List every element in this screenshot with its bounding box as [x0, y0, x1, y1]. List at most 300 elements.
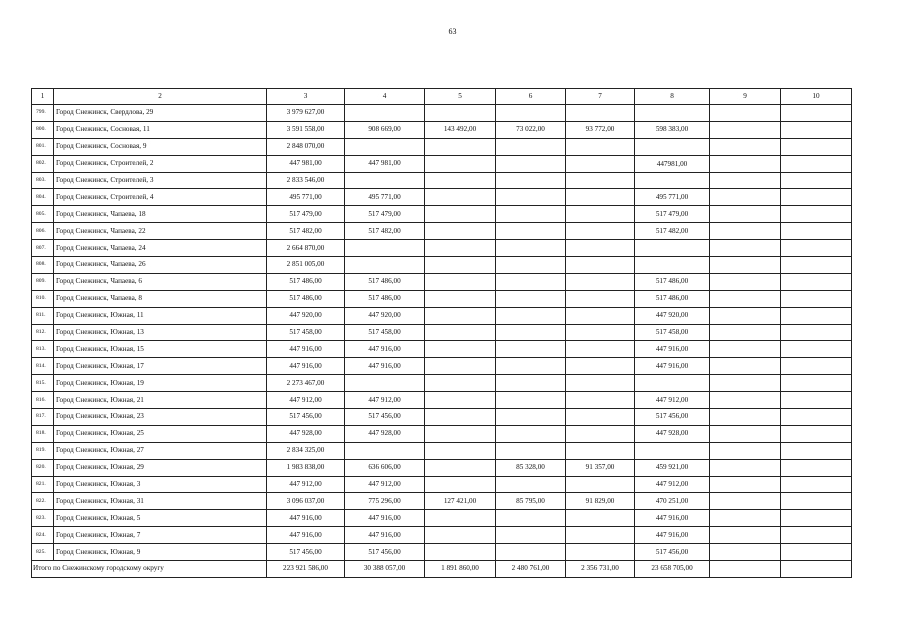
value-col3: 2 848 070,00	[267, 138, 345, 155]
header-row	[32, 89, 852, 105]
table-row	[32, 527, 852, 544]
total-c5: 1 891 860,00	[425, 561, 496, 578]
value-col5	[425, 510, 496, 527]
value-col10	[781, 273, 852, 290]
value-col3: 495 771,00	[267, 189, 345, 206]
address-cell: Город Снежинск, Чапаева, 26	[54, 257, 267, 274]
value-col9	[710, 358, 781, 375]
address-cell: Город Снежинск, Южная, 15	[54, 341, 267, 358]
value-col5	[425, 358, 496, 375]
value-col8: 517 456,00	[635, 544, 710, 561]
value-col9	[710, 155, 781, 172]
address-cell: Город Снежинск, Южная, 31	[54, 493, 267, 510]
value-col6	[496, 240, 566, 257]
row-number: 821.	[32, 476, 54, 493]
value-col5	[425, 257, 496, 274]
value-col7	[566, 409, 635, 426]
table-row	[32, 392, 852, 409]
address-cell: Город Снежинск, Сосновая, 11	[54, 121, 267, 138]
value-col10	[781, 172, 852, 189]
value-col9	[710, 172, 781, 189]
value-col5	[425, 544, 496, 561]
value-col4: 517 486,00	[345, 273, 425, 290]
value-col10	[781, 459, 852, 476]
column-header: 8	[635, 89, 710, 105]
value-col4: 447 981,00	[345, 155, 425, 172]
address-cell: Город Снежинск, Южная, 9	[54, 544, 267, 561]
value-col5	[425, 527, 496, 544]
value-col6	[496, 425, 566, 442]
value-col10	[781, 290, 852, 307]
value-col5	[425, 206, 496, 223]
column-header: 9	[710, 89, 781, 105]
row-number: 820.	[32, 459, 54, 476]
table-row	[32, 240, 852, 257]
value-col3: 3 979 627,00	[267, 105, 345, 122]
table-row	[32, 172, 852, 189]
address-cell: Город Снежинск, Южная, 21	[54, 392, 267, 409]
row-number: 812.	[32, 324, 54, 341]
column-header: 3	[267, 89, 345, 105]
value-col8: 517 486,00	[635, 290, 710, 307]
column-header: 5	[425, 89, 496, 105]
value-col7	[566, 240, 635, 257]
row-number: 818.	[32, 425, 54, 442]
value-col6	[496, 138, 566, 155]
total-c6: 2 480 761,00	[496, 561, 566, 578]
value-col3: 447 916,00	[267, 358, 345, 375]
value-col9	[710, 442, 781, 459]
column-header: 6	[496, 89, 566, 105]
row-number: 811.	[32, 307, 54, 324]
value-col10	[781, 341, 852, 358]
address-cell: Город Снежинск, Чапаева, 18	[54, 206, 267, 223]
address-cell: Город Снежинск, Южная, 3	[54, 476, 267, 493]
value-col4: 447 916,00	[345, 341, 425, 358]
value-col9	[710, 544, 781, 561]
table-row	[32, 223, 852, 240]
value-col9	[710, 493, 781, 510]
row-number: 824.	[32, 527, 54, 544]
address-cell: Город Снежинск, Южная, 29	[54, 459, 267, 476]
value-col6	[496, 476, 566, 493]
value-col8	[635, 138, 710, 155]
table-row	[32, 121, 852, 138]
value-col5	[425, 138, 496, 155]
value-col10	[781, 155, 852, 172]
value-col4: 495 771,00	[345, 189, 425, 206]
value-col10	[781, 189, 852, 206]
value-col6	[496, 223, 566, 240]
value-col4: 447 916,00	[345, 358, 425, 375]
value-col4: 775 296,00	[345, 493, 425, 510]
value-col6	[496, 155, 566, 172]
value-col7	[566, 358, 635, 375]
value-col9	[710, 476, 781, 493]
total-label: Итого по Снежинскому городскому округу	[32, 561, 267, 578]
row-number: 800.	[32, 121, 54, 138]
value-col10	[781, 206, 852, 223]
value-col4: 517 458,00	[345, 324, 425, 341]
value-col6	[496, 257, 566, 274]
value-col4	[345, 375, 425, 392]
value-col7	[566, 527, 635, 544]
value-col3: 3 096 037,00	[267, 493, 345, 510]
row-number: 815.	[32, 375, 54, 392]
value-col5: 127 421,00	[425, 493, 496, 510]
address-cell: Город Снежинск, Чапаева, 22	[54, 223, 267, 240]
address-cell: Город Снежинск, Свердлова, 29	[54, 105, 267, 122]
value-col4: 517 479,00	[345, 206, 425, 223]
value-col8	[635, 442, 710, 459]
address-cell: Город Снежинск, Южная, 7	[54, 527, 267, 544]
value-col3: 447 916,00	[267, 341, 345, 358]
column-header: 1	[32, 89, 54, 105]
value-col8: 517 479,00	[635, 206, 710, 223]
value-col7	[566, 544, 635, 561]
value-col4: 447 916,00	[345, 527, 425, 544]
row-number: 799.	[32, 105, 54, 122]
address-cell: Город Снежинск, Чапаева, 8	[54, 290, 267, 307]
value-col9	[710, 121, 781, 138]
value-col9	[710, 257, 781, 274]
value-col5	[425, 341, 496, 358]
value-col3: 1 983 838,00	[267, 459, 345, 476]
value-col3: 3 591 558,00	[267, 121, 345, 138]
value-col9	[710, 307, 781, 324]
value-col3: 2 273 467,00	[267, 375, 345, 392]
value-col10	[781, 138, 852, 155]
value-col9	[710, 425, 781, 442]
value-col9	[710, 290, 781, 307]
value-col6	[496, 273, 566, 290]
value-col6: 85 795,00	[496, 493, 566, 510]
value-col9	[710, 206, 781, 223]
value-col8	[635, 172, 710, 189]
value-col9	[710, 409, 781, 426]
value-col7	[566, 392, 635, 409]
value-col10	[781, 358, 852, 375]
value-col6	[496, 409, 566, 426]
value-col3: 517 479,00	[267, 206, 345, 223]
value-col7	[566, 257, 635, 274]
value-col6: 85 328,00	[496, 459, 566, 476]
value-col10	[781, 409, 852, 426]
value-col8: 517 456,00	[635, 409, 710, 426]
value-col5	[425, 476, 496, 493]
value-col5: 143 492,00	[425, 121, 496, 138]
value-col10	[781, 493, 852, 510]
value-col7	[566, 172, 635, 189]
value-col4	[345, 257, 425, 274]
value-col9	[710, 223, 781, 240]
value-col3: 447 928,00	[267, 425, 345, 442]
value-col7	[566, 510, 635, 527]
value-col6	[496, 527, 566, 544]
value-col9	[710, 138, 781, 155]
value-col5	[425, 105, 496, 122]
value-col9	[710, 459, 781, 476]
value-col5	[425, 273, 496, 290]
table-row	[32, 273, 852, 290]
value-col3: 517 486,00	[267, 290, 345, 307]
value-col8	[635, 240, 710, 257]
address-cell: Город Снежинск, Южная, 23	[54, 409, 267, 426]
value-col3: 447 916,00	[267, 527, 345, 544]
row-number: 807.	[32, 240, 54, 257]
table-row	[32, 493, 852, 510]
value-col3: 447 912,00	[267, 392, 345, 409]
value-col5	[425, 189, 496, 206]
value-col3: 517 456,00	[267, 409, 345, 426]
value-col9	[710, 105, 781, 122]
value-col6	[496, 105, 566, 122]
value-col5	[425, 155, 496, 172]
page-number: 63	[448, 27, 457, 36]
table-row	[32, 324, 852, 341]
value-col7	[566, 290, 635, 307]
value-col3: 2 664 870,00	[267, 240, 345, 257]
row-number: 808.	[32, 257, 54, 274]
value-col7: 93 772,00	[566, 121, 635, 138]
value-col3: 447 920,00	[267, 307, 345, 324]
row-number: 803.	[32, 172, 54, 189]
value-col5	[425, 425, 496, 442]
row-number: 823.	[32, 510, 54, 527]
value-col3: 447 981,00	[267, 155, 345, 172]
value-col4: 447 920,00	[345, 307, 425, 324]
value-col5	[425, 442, 496, 459]
value-col8: 447 928,00	[635, 425, 710, 442]
value-col10	[781, 510, 852, 527]
total-c4: 30 388 057,00	[345, 561, 425, 578]
value-col10	[781, 105, 852, 122]
value-col8: 447 916,00	[635, 527, 710, 544]
total-c9	[710, 561, 781, 578]
value-col10	[781, 121, 852, 138]
value-col7	[566, 138, 635, 155]
address-cell: Город Снежинск, Сосновая, 9	[54, 138, 267, 155]
table-body	[32, 89, 852, 578]
address-cell: Город Снежинск, Строителей, 2	[54, 155, 267, 172]
value-col4: 447 928,00	[345, 425, 425, 442]
value-col10	[781, 544, 852, 561]
value-col10	[781, 442, 852, 459]
table-row	[32, 544, 852, 561]
total-c3: 223 921 586,00	[267, 561, 345, 578]
value-col4: 447 912,00	[345, 392, 425, 409]
value-col10	[781, 240, 852, 257]
value-col3: 517 486,00	[267, 273, 345, 290]
value-col9	[710, 189, 781, 206]
table-row	[32, 206, 852, 223]
value-col8	[635, 105, 710, 122]
value-col8: 447 916,00	[635, 358, 710, 375]
row-number: 814.	[32, 358, 54, 375]
address-cell: Город Снежинск, Южная, 11	[54, 307, 267, 324]
row-number: 810.	[32, 290, 54, 307]
row-number: 813.	[32, 341, 54, 358]
value-col7	[566, 442, 635, 459]
table-row	[32, 459, 852, 476]
value-col4	[345, 240, 425, 257]
value-col7	[566, 206, 635, 223]
value-col10	[781, 307, 852, 324]
row-number: 817.	[32, 409, 54, 426]
value-col5	[425, 324, 496, 341]
value-col9	[710, 527, 781, 544]
value-col6	[496, 189, 566, 206]
value-col4	[345, 105, 425, 122]
value-col10	[781, 392, 852, 409]
value-col4: 517 482,00	[345, 223, 425, 240]
value-col5	[425, 290, 496, 307]
value-col9	[710, 273, 781, 290]
value-col3: 447 916,00	[267, 510, 345, 527]
value-col7	[566, 324, 635, 341]
value-col10	[781, 476, 852, 493]
address-cell: Город Снежинск, Южная, 27	[54, 442, 267, 459]
value-col8: 470 251,00	[635, 493, 710, 510]
value-col7	[566, 476, 635, 493]
value-col3: 447 912,00	[267, 476, 345, 493]
value-col8: 517 458,00	[635, 324, 710, 341]
value-col4	[345, 172, 425, 189]
value-col4: 517 456,00	[345, 409, 425, 426]
value-col8: 447 916,00	[635, 341, 710, 358]
address-cell: Город Снежинск, Южная, 17	[54, 358, 267, 375]
address-cell: Город Снежинск, Южная, 25	[54, 425, 267, 442]
value-col5	[425, 459, 496, 476]
total-c8: 23 658 705,00	[635, 561, 710, 578]
value-col7	[566, 273, 635, 290]
value-col8	[635, 257, 710, 274]
value-col10	[781, 527, 852, 544]
value-col8: 517 482,00	[635, 223, 710, 240]
value-col4: 517 486,00	[345, 290, 425, 307]
value-col6	[496, 442, 566, 459]
value-col8: 447 912,00	[635, 476, 710, 493]
value-col4: 447 912,00	[345, 476, 425, 493]
value-col4: 908 669,00	[345, 121, 425, 138]
value-col7: 91 357,00	[566, 459, 635, 476]
value-col9	[710, 375, 781, 392]
value-col8: 447 920,00	[635, 307, 710, 324]
value-col4: 636 606,00	[345, 459, 425, 476]
value-col6	[496, 392, 566, 409]
value-col4	[345, 138, 425, 155]
value-col10	[781, 324, 852, 341]
value-col5	[425, 375, 496, 392]
value-col5	[425, 240, 496, 257]
value-col4	[345, 442, 425, 459]
value-col3: 517 456,00	[267, 544, 345, 561]
row-number: 802.	[32, 155, 54, 172]
value-col10	[781, 425, 852, 442]
address-cell: Город Снежинск, Южная, 5	[54, 510, 267, 527]
address-cell: Город Снежинск, Южная, 19	[54, 375, 267, 392]
value-col6: 73 022,00	[496, 121, 566, 138]
value-col7	[566, 425, 635, 442]
value-col4: 517 456,00	[345, 544, 425, 561]
row-number: 816.	[32, 392, 54, 409]
table-row	[32, 290, 852, 307]
value-col8: 447 912,00	[635, 392, 710, 409]
table-row	[32, 375, 852, 392]
address-cell: Город Снежинск, Чапаева, 24	[54, 240, 267, 257]
value-col8: 459 921,00	[635, 459, 710, 476]
value-col6	[496, 510, 566, 527]
table-row	[32, 442, 852, 459]
table-row	[32, 189, 852, 206]
table-row	[32, 476, 852, 493]
value-col6	[496, 341, 566, 358]
row-number: 801.	[32, 138, 54, 155]
value-col9	[710, 240, 781, 257]
register-table	[31, 88, 852, 578]
value-col7	[566, 307, 635, 324]
value-col5	[425, 172, 496, 189]
address-cell: Город Снежинск, Чапаева, 6	[54, 273, 267, 290]
column-header: 4	[345, 89, 425, 105]
table-row	[32, 155, 852, 172]
value-col5	[425, 223, 496, 240]
value-col7	[566, 341, 635, 358]
value-col8: 447981,00	[635, 155, 710, 172]
table-row	[32, 341, 852, 358]
value-col3: 517 458,00	[267, 324, 345, 341]
value-col5	[425, 409, 496, 426]
value-col9	[710, 392, 781, 409]
value-col10	[781, 223, 852, 240]
column-header: 10	[781, 89, 852, 105]
value-col5	[425, 307, 496, 324]
value-col7	[566, 223, 635, 240]
table-row	[32, 105, 852, 122]
value-col6	[496, 172, 566, 189]
total-c7: 2 356 731,00	[566, 561, 635, 578]
value-col9	[710, 510, 781, 527]
value-col6	[496, 307, 566, 324]
column-header: 2	[54, 89, 267, 105]
value-col6	[496, 324, 566, 341]
value-col8: 517 486,00	[635, 273, 710, 290]
value-col10	[781, 257, 852, 274]
value-col6	[496, 290, 566, 307]
table-row	[32, 358, 852, 375]
table-row	[32, 409, 852, 426]
value-col5	[425, 392, 496, 409]
value-col3: 2 833 546,00	[267, 172, 345, 189]
value-col4: 447 916,00	[345, 510, 425, 527]
value-col6	[496, 375, 566, 392]
value-col7	[566, 189, 635, 206]
address-cell: Город Снежинск, Строителей, 3	[54, 172, 267, 189]
row-number: 822.	[32, 493, 54, 510]
value-col7	[566, 375, 635, 392]
value-col6	[496, 358, 566, 375]
value-col3: 517 482,00	[267, 223, 345, 240]
address-cell: Город Снежинск, Южная, 13	[54, 324, 267, 341]
address-cell: Город Снежинск, Строителей, 4	[54, 189, 267, 206]
table-row	[32, 510, 852, 527]
value-col8: 495 771,00	[635, 189, 710, 206]
row-number: 806.	[32, 223, 54, 240]
row-number: 809.	[32, 273, 54, 290]
value-col7: 91 829,00	[566, 493, 635, 510]
value-col7	[566, 105, 635, 122]
total-c10	[781, 561, 852, 578]
